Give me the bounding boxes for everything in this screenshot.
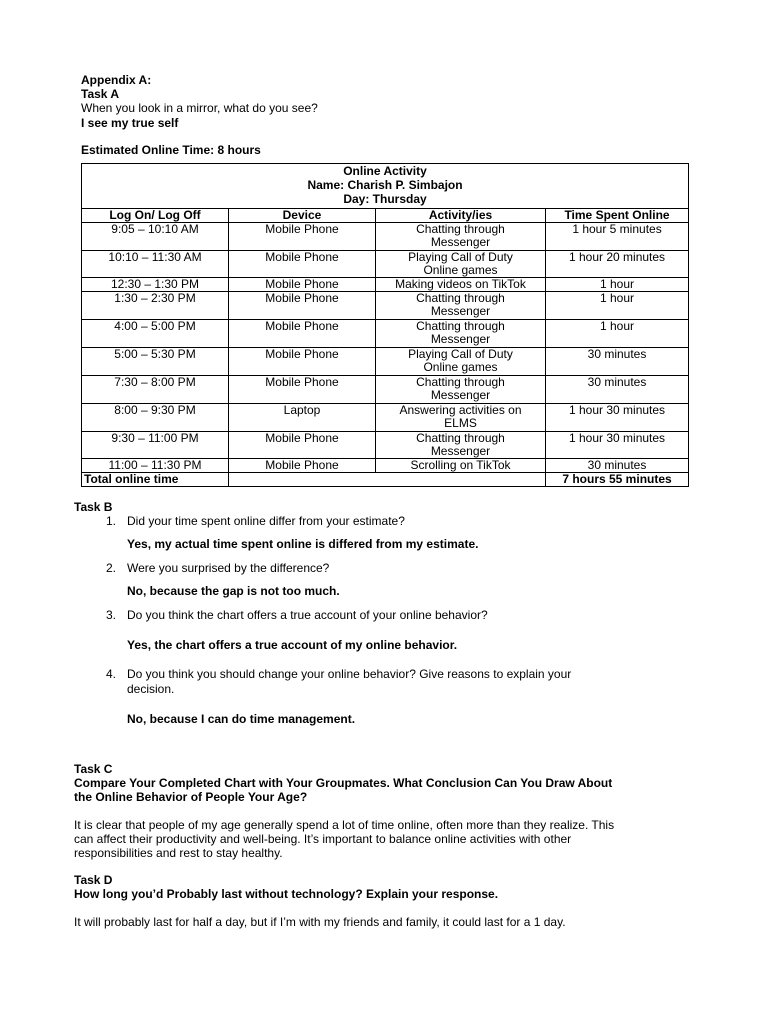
table-row bbox=[82, 251, 689, 278]
appendix-label: Appendix A: bbox=[81, 73, 152, 87]
table-day: Day: Thursday bbox=[343, 192, 427, 206]
cell-activity bbox=[376, 223, 546, 251]
estimated-online-time: Estimated Online Time: 8 hours bbox=[81, 143, 261, 157]
activity-line: Making videos on TikTok bbox=[395, 277, 526, 291]
cell-device: Mobile Phone bbox=[229, 348, 376, 376]
activity-line: Messenger bbox=[430, 444, 491, 458]
activity-line: Answering activities on bbox=[399, 403, 522, 417]
cell-activity bbox=[376, 432, 546, 459]
cell-time: 9:05 – 10:10 AM bbox=[82, 223, 229, 251]
table-title-cell bbox=[82, 164, 689, 209]
cell-activity bbox=[376, 404, 546, 432]
activity-line: Scrolling on TikTok bbox=[410, 458, 511, 472]
total-value: 7 hours 55 minutes bbox=[546, 473, 689, 487]
task-c-answer-line-1: It is clear that people of my age generally spend a lot of time online, often more than they realize. This bbox=[74, 818, 615, 832]
task-c-answer-line-3: responsibilities and rest to stay healthy. bbox=[74, 846, 283, 860]
task-a-answer: I see my true self bbox=[81, 116, 179, 130]
table-header-row bbox=[82, 209, 689, 223]
table-row bbox=[82, 278, 689, 292]
total-label: Total online time bbox=[82, 473, 229, 487]
activity-line: Playing Call of Duty bbox=[408, 347, 513, 361]
table-row bbox=[82, 292, 689, 320]
task-d-answer: It will probably last for half a day, but if I’m with my friends and family, it could last for a 1 day. bbox=[74, 915, 566, 929]
table-row bbox=[82, 432, 689, 459]
q3-question: Do you think the chart offers a true account of your online behavior? bbox=[127, 608, 488, 622]
header-device: Device bbox=[229, 209, 376, 223]
table-title: Online Activity bbox=[343, 164, 427, 178]
header-log: Log On/ Log Off bbox=[82, 209, 229, 223]
cell-device: Laptop bbox=[229, 404, 376, 432]
cell-device: Mobile Phone bbox=[229, 320, 376, 348]
cell-spent: 1 hour 30 minutes bbox=[546, 404, 689, 432]
cell-spent: 1 hour bbox=[546, 292, 689, 320]
total-empty bbox=[229, 473, 546, 487]
table-total-row bbox=[82, 473, 689, 487]
q4-answer: No, because I can do time management. bbox=[127, 712, 356, 726]
task-a-heading: Task A bbox=[81, 87, 120, 101]
q1-answer: Yes, my actual time spent online is differed from my estimate. bbox=[127, 537, 479, 551]
cell-spent: 30 minutes bbox=[546, 348, 689, 376]
cell-activity bbox=[376, 348, 546, 376]
cell-time: 5:00 – 5:30 PM bbox=[82, 348, 229, 376]
table-title-row bbox=[82, 164, 689, 209]
cell-activity bbox=[376, 278, 546, 292]
table-row bbox=[82, 459, 689, 473]
cell-activity bbox=[376, 320, 546, 348]
cell-time: 7:30 – 8:00 PM bbox=[82, 376, 229, 404]
q2-answer: No, because the gap is not too much. bbox=[127, 584, 340, 598]
activity-line: Messenger bbox=[430, 235, 491, 249]
task-c-heading: Task C bbox=[74, 762, 113, 776]
activity-line: Online games bbox=[423, 263, 498, 277]
q1-number: 1. bbox=[105, 514, 116, 528]
activity-line: Messenger bbox=[430, 388, 491, 402]
cell-spent: 1 hour bbox=[546, 278, 689, 292]
activity-line: Chatting through bbox=[416, 291, 505, 305]
q4-question: Do you think you should change your online behavior? Give reasons to explain your bbox=[127, 667, 572, 681]
task-d-heading: Task D bbox=[74, 873, 113, 887]
header-time-spent: Time Spent Online bbox=[546, 209, 689, 223]
cell-time: 8:00 – 9:30 PM bbox=[82, 404, 229, 432]
table-row bbox=[82, 320, 689, 348]
activity-line: Chatting through bbox=[416, 222, 505, 236]
cell-activity bbox=[376, 376, 546, 404]
cell-spent: 1 hour 5 minutes bbox=[546, 223, 689, 251]
cell-spent: 1 hour 20 minutes bbox=[546, 251, 689, 278]
cell-spent: 1 hour bbox=[546, 320, 689, 348]
q4-number: 4. bbox=[105, 667, 116, 681]
cell-activity bbox=[376, 251, 546, 278]
q4-question-cont: decision. bbox=[127, 682, 175, 696]
q3-answer: Yes, the chart offers a true account of my online behavior. bbox=[127, 638, 458, 652]
table-row bbox=[82, 348, 689, 376]
cell-time: 9:30 – 11:00 PM bbox=[82, 432, 229, 459]
table-row bbox=[82, 223, 689, 251]
cell-activity bbox=[376, 459, 546, 473]
cell-spent: 1 hour 30 minutes bbox=[546, 432, 689, 459]
activity-line: Messenger bbox=[430, 332, 491, 346]
table-row bbox=[82, 404, 689, 432]
task-d-prompt: How long you’d Probably last without technology? Explain your response. bbox=[74, 887, 499, 901]
activity-line: Online games bbox=[423, 360, 498, 374]
q3-number: 3. bbox=[105, 608, 116, 622]
cell-activity bbox=[376, 292, 546, 320]
activity-line: Chatting through bbox=[416, 431, 505, 445]
task-c-prompt-cont: the Online Behavior of People Your Age? bbox=[74, 790, 308, 804]
cell-spent: 30 minutes bbox=[546, 459, 689, 473]
task-c-prompt: Compare Your Completed Chart with Your Groupmates. What Conclusion Can You Draw About bbox=[74, 776, 613, 790]
activity-line: Playing Call of Duty bbox=[408, 250, 513, 264]
q2-number: 2. bbox=[105, 561, 116, 575]
cell-device: Mobile Phone bbox=[229, 251, 376, 278]
cell-time: 10:10 – 11:30 AM bbox=[82, 251, 229, 278]
cell-device: Mobile Phone bbox=[229, 292, 376, 320]
cell-device: Mobile Phone bbox=[229, 223, 376, 251]
header-activity: Activity/ies bbox=[376, 209, 546, 223]
activity-line: Chatting through bbox=[416, 375, 505, 389]
q1-question: Did your time spent online differ from your estimate? bbox=[127, 514, 405, 528]
cell-time: 1:30 – 2:30 PM bbox=[82, 292, 229, 320]
cell-device: Mobile Phone bbox=[229, 432, 376, 459]
task-b-heading: Task B bbox=[74, 500, 113, 514]
cell-time: 12:30 – 1:30 PM bbox=[82, 278, 229, 292]
task-a-question: When you look in a mirror, what do you see? bbox=[81, 101, 318, 115]
cell-device: Mobile Phone bbox=[229, 459, 376, 473]
activity-line: Messenger bbox=[430, 304, 491, 318]
table-row bbox=[82, 376, 689, 404]
activity-line: Chatting through bbox=[416, 319, 505, 333]
q2-question: Were you surprised by the difference? bbox=[127, 561, 330, 575]
cell-time: 4:00 – 5:00 PM bbox=[82, 320, 229, 348]
table-name: Name: Charish P. Simbajon bbox=[307, 178, 463, 192]
cell-spent: 30 minutes bbox=[546, 376, 689, 404]
cell-time: 11:00 – 11:30 PM bbox=[82, 459, 229, 473]
cell-device: Mobile Phone bbox=[229, 278, 376, 292]
online-activity-table bbox=[81, 163, 689, 487]
cell-device: Mobile Phone bbox=[229, 376, 376, 404]
task-c-answer-line-2: can affect their productivity and well-being. It’s important to balance online activities with other bbox=[74, 832, 572, 846]
activity-line: ELMS bbox=[444, 416, 477, 430]
